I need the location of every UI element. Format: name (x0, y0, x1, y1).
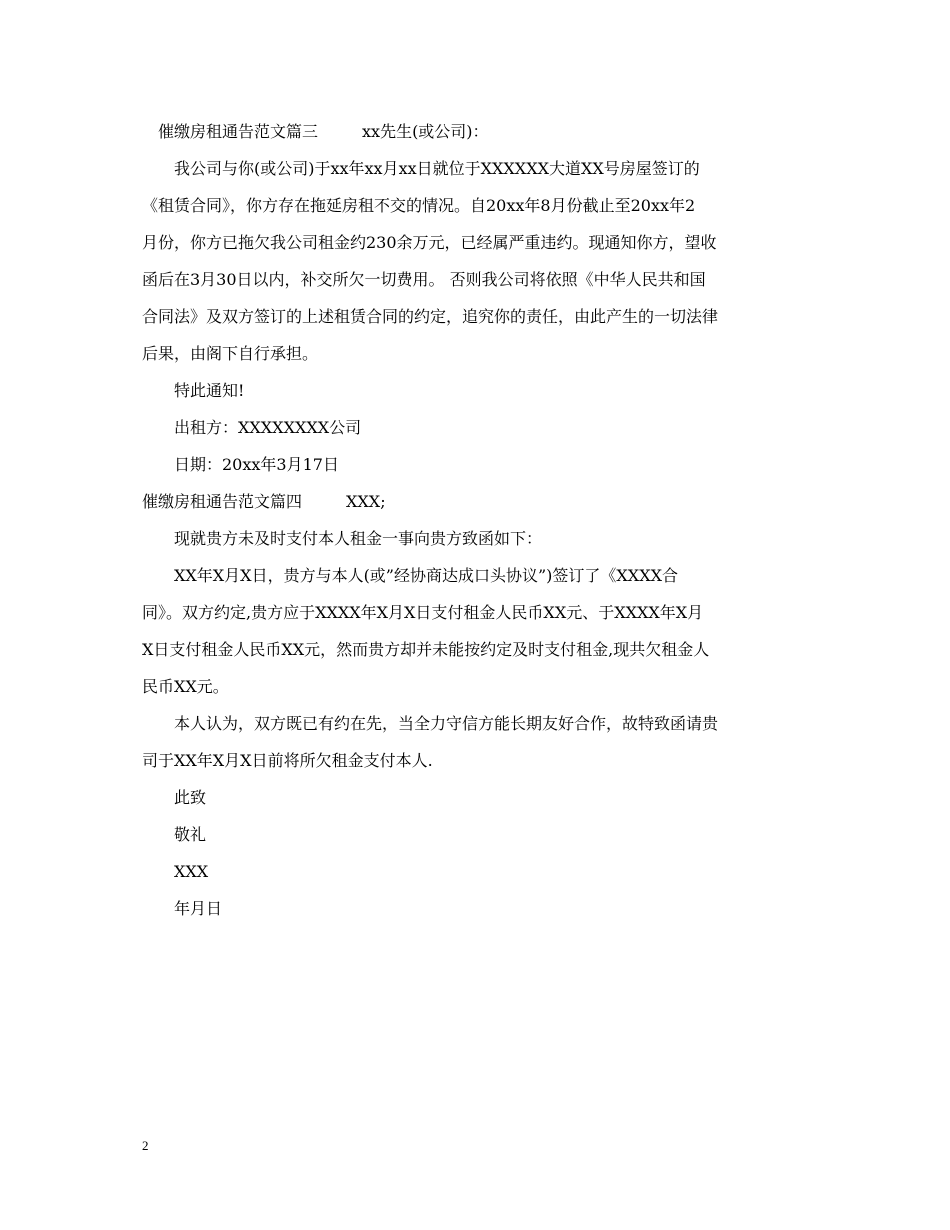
section4-paragraph-2 (142, 708, 810, 776)
section4-para2-line: 本人认为，双方既已有约在先，当全力守信方能长期友好合作，故特致函请贵 (174, 714, 719, 733)
section4-para1-line: 民币XX元。 (142, 677, 229, 696)
section4-heading: 催缴房租通告范文篇四 (142, 492, 303, 511)
section4-para1-line: XX年X月X日，贵方与本人(或”经协商达成口头协议”)签订了《XXXX合 (174, 566, 678, 585)
document-body (142, 116, 810, 930)
section3-body-line: 《租赁合同》，你方存在拖延房租不交的情况。自20xx年8月份截止至20xx年2 (142, 196, 696, 215)
section4-paragraph-1 (142, 560, 810, 702)
section3-lessor: 出租方：XXXXXXXX公司 (174, 418, 362, 437)
section3-body-line: 函后在3月30日以内，补交所欠一切费用。 否则我公司将依照《中华人民共和国 (142, 270, 706, 289)
section3-date: 日期：20xx年3月17日 (174, 455, 339, 474)
section3-body-line: 合同法》及双方签订的上述租赁合同的约定，追究你的责任，由此产生的一切法律 (142, 307, 719, 326)
section3-body-paragraph (142, 153, 810, 369)
section4-date: 年月日 (174, 899, 223, 918)
section4-para1-line: X日支付租金人民币XX元，然而贵方却并未能按约定及时支付租金,现共欠租金人 (142, 640, 710, 659)
section3-notice: 特此通知! (174, 381, 245, 400)
section4-para2-line: 司于XX年X月X日前将所欠租金支付本人. (142, 751, 433, 770)
section4-intro: 现就贵方未及时支付本人租金一事向贵方致函如下： (174, 529, 543, 548)
section4-closing-1: 此致 (174, 788, 207, 807)
section3-heading-line (142, 116, 810, 147)
section3-heading: 催缴房租通告范文篇三 (158, 122, 319, 141)
section3-body-line: 我公司与你(或公司)于xx年xx月xx日就位于XXXXXX大道XX号房屋签订的 (174, 159, 700, 178)
section4-closing-2: 敬礼 (174, 825, 207, 844)
section4-signature: XXX (174, 862, 209, 881)
section3-salutation: xx先生(或公司)： (362, 122, 489, 141)
section4-para1-line: 同》。双方约定,贵方应于XXXX年X月X日支付租金人民币XX元、于XXXX年X月 (142, 603, 704, 622)
section3-body-line: 月份，你方已拖欠我公司租金约230余万元，已经属严重违约。现通知你方，望收 (142, 233, 717, 252)
section3-body-line: 后果，由阁下自行承担。 (142, 344, 319, 363)
section4-heading-line (142, 486, 810, 517)
section4-salutation: XXX; (346, 492, 386, 511)
page-number: 2 (142, 1138, 149, 1153)
